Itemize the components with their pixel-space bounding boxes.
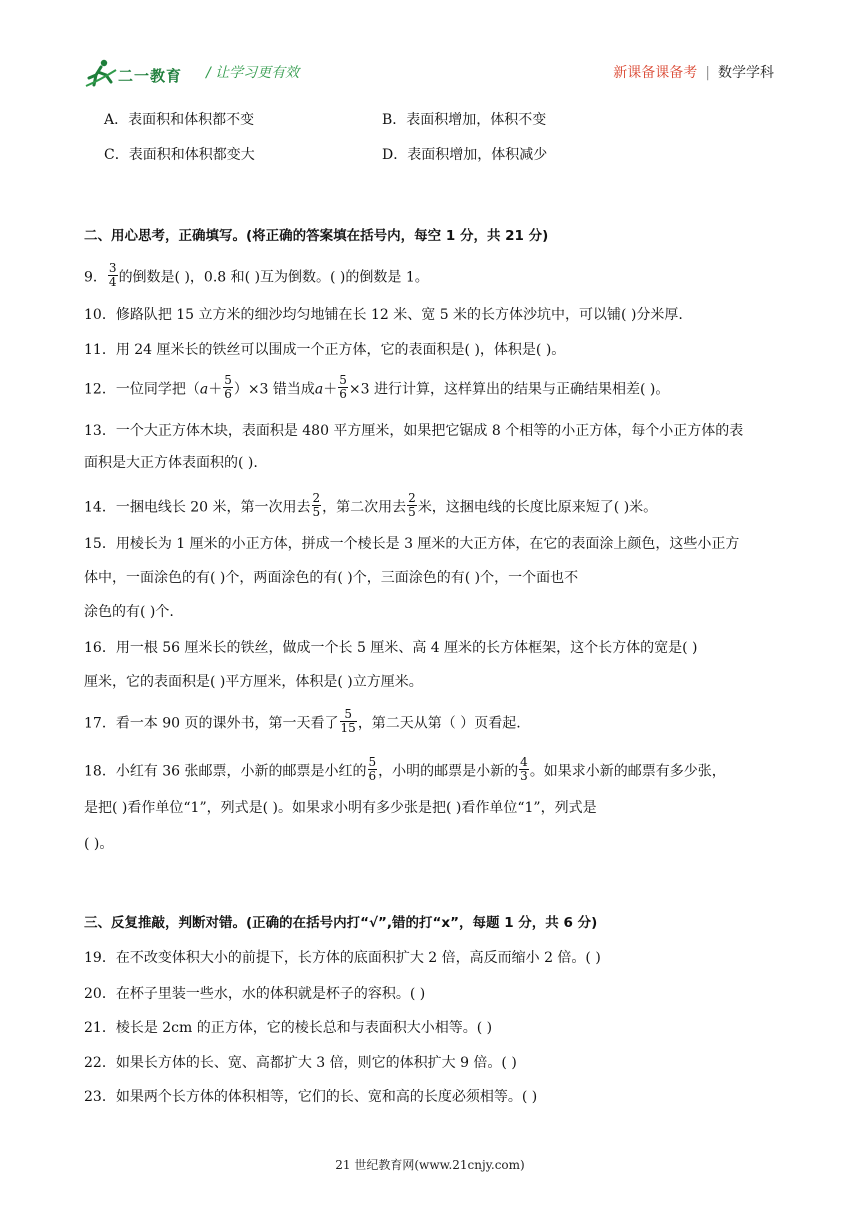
q12-text-post: ×3 进行计算，这样算出的结果与正确结果相差( )。 <box>348 381 670 398</box>
question-23: 23．如果两个长方体的体积相等，它们的长、宽和高的长度必须相等。( ) <box>84 1089 538 1105</box>
q12-text-mid: ）×3 错当成 <box>233 381 315 398</box>
question-16-line-1: 16．用一根 56 厘米长的铁丝，做成一个长 5 厘米、高 4 厘米的长方体框架，这个长方体的宽是( ) <box>84 640 698 656</box>
question-22: 22．如果长方体的长、宽、高都扩大 3 倍，则它的体积扩大 9 倍。( ) <box>84 1055 517 1071</box>
question-10: 10．修路队把 15 立方米的细沙均匀地铺在长 12 米、宽 5 米的长方体沙坑中，可以铺( )分米厚. <box>84 307 683 323</box>
question-13-line-2: 面积是大正方体表面积的( ). <box>84 455 258 471</box>
header-subject-label: 数学学科 <box>718 65 774 81</box>
denominator: 6 <box>224 387 232 401</box>
numerator: 5 <box>339 373 347 387</box>
q18-text-pre: 18．小红有 36 张邮票，小新的邮票是小红的 <box>84 763 367 780</box>
denominator: 6 <box>339 387 347 401</box>
question-9 <box>84 261 429 291</box>
numerator: 5 <box>340 708 357 722</box>
q18-text-post: 。如果求小新的邮票有多少张， <box>529 763 726 780</box>
fraction <box>340 708 357 735</box>
logo <box>84 58 202 90</box>
slogan: / 让学习更有效 <box>206 65 300 81</box>
fraction <box>368 756 378 783</box>
question-11: 11．用 24 厘米长的铁丝可以围成一个正方体，它的表面积是( )，体积是( )。 <box>84 342 566 358</box>
question-12 <box>84 373 670 403</box>
option-d: D．表面积增加，体积减少 <box>382 147 548 163</box>
q18-text-mid: ，小明的邮票是小新的 <box>378 763 519 780</box>
numerator: 5 <box>224 373 232 387</box>
question-14 <box>84 491 658 521</box>
header-course-label: 新课备课备考 <box>613 65 698 81</box>
question-18-line-1 <box>84 755 726 785</box>
q12-text-pre: 12．一位同学把（ <box>84 381 200 398</box>
denominator: 6 <box>368 769 377 783</box>
header-subject <box>613 62 774 82</box>
numerator: 2 <box>408 491 416 505</box>
fraction <box>338 374 348 401</box>
question-17 <box>84 707 521 737</box>
q14-text-mid: ，第二次用去 <box>322 499 407 516</box>
plus-sign: ＋ <box>323 381 338 398</box>
numerator: 5 <box>368 755 377 769</box>
q9-text: 的倒数是( )，0.8 和( )互为倒数。( )的倒数是 1。 <box>118 269 429 286</box>
logo-text: 二一教育 <box>118 67 183 85</box>
section-2-heading: 二、用心思考，正确填写。(将正确的答案填在括号内，每空 1 分，共 21 分) <box>84 228 549 244</box>
fraction <box>312 492 322 519</box>
question-15-line-3: 涂色的有( )个. <box>84 604 174 620</box>
fraction <box>223 374 233 401</box>
denominator: 3 <box>520 769 528 783</box>
denominator: 15 <box>340 721 356 735</box>
plus-sign: ＋ <box>208 381 223 398</box>
option-b: B．表面积增加，体积不变 <box>382 112 547 128</box>
fraction <box>519 756 529 783</box>
question-20: 20．在杯子里装一些水，水的体积就是杯子的容积。( ) <box>84 986 426 1002</box>
page-footer: 21 世纪教育网(www.21cnjy.com) <box>335 1158 525 1172</box>
option-c: C．表面积和体积都变大 <box>104 147 255 163</box>
header-separator: | <box>705 65 710 81</box>
runner-logo-icon <box>84 58 118 88</box>
numerator: 2 <box>312 491 321 505</box>
var-a: a <box>314 381 324 398</box>
page-header <box>0 0 860 100</box>
section-3-heading: 三、反复推敲，判断对错。(正确的在括号内打“√”,错的打“x”，每题 1 分，共 6 分) <box>84 915 598 931</box>
question-21: 21．棱长是 2cm 的正方体，它的棱长总和与表面积大小相等。( ) <box>84 1020 493 1036</box>
denominator: 5 <box>312 505 321 519</box>
q17-text-pre: 17．看一本 90 页的课外书，第一天看了 <box>84 715 339 732</box>
question-18-line-2: 是把( )看作单位“1”，列式是( )。如果求小明有多少张是把( )看作单位“1”，列式是 <box>84 800 597 816</box>
denominator: 5 <box>408 505 416 519</box>
question-19: 19．在不改变体积大小的前提下，长方体的底面积扩大 2 倍，高反而缩小 2 倍。( ) <box>84 950 601 966</box>
q9-number: 9． <box>84 269 107 286</box>
numerator: 4 <box>520 755 528 769</box>
option-a: A．表面积和体积都不变 <box>104 112 255 128</box>
fraction <box>407 492 417 519</box>
question-15-line-1: 15．用棱长为 1 厘米的小正方体，拼成一个棱长是 3 厘米的大正方体，在它的表面涂上颜色，这些小正方 <box>84 536 740 552</box>
var-a: a <box>199 381 209 398</box>
question-15-line-2: 体中，一面涂色的有( )个，两面涂色的有( )个，三面涂色的有( )个，一个面也不 <box>84 570 579 586</box>
fraction <box>108 262 118 289</box>
question-18-line-3: ( )。 <box>84 836 114 852</box>
question-13-line-1: 13．一个大正方体木块，表面积是 480 平方厘米，如果把它锯成 8 个相等的小正方体，每个小正方体的表 <box>84 423 744 439</box>
q17-text-post: ，第二天从第（ ）页看起. <box>357 715 521 732</box>
denominator: 4 <box>108 275 117 289</box>
question-16-line-2: 厘米，它的表面积是( )平方厘米，体积是( )立方厘米。 <box>84 674 423 690</box>
q14-text-post: 米，这捆电线的长度比原来短了( )米。 <box>417 499 658 516</box>
numerator: 3 <box>108 261 117 275</box>
q14-text-pre: 14．一捆电线长 20 米，第一次用去 <box>84 499 311 516</box>
